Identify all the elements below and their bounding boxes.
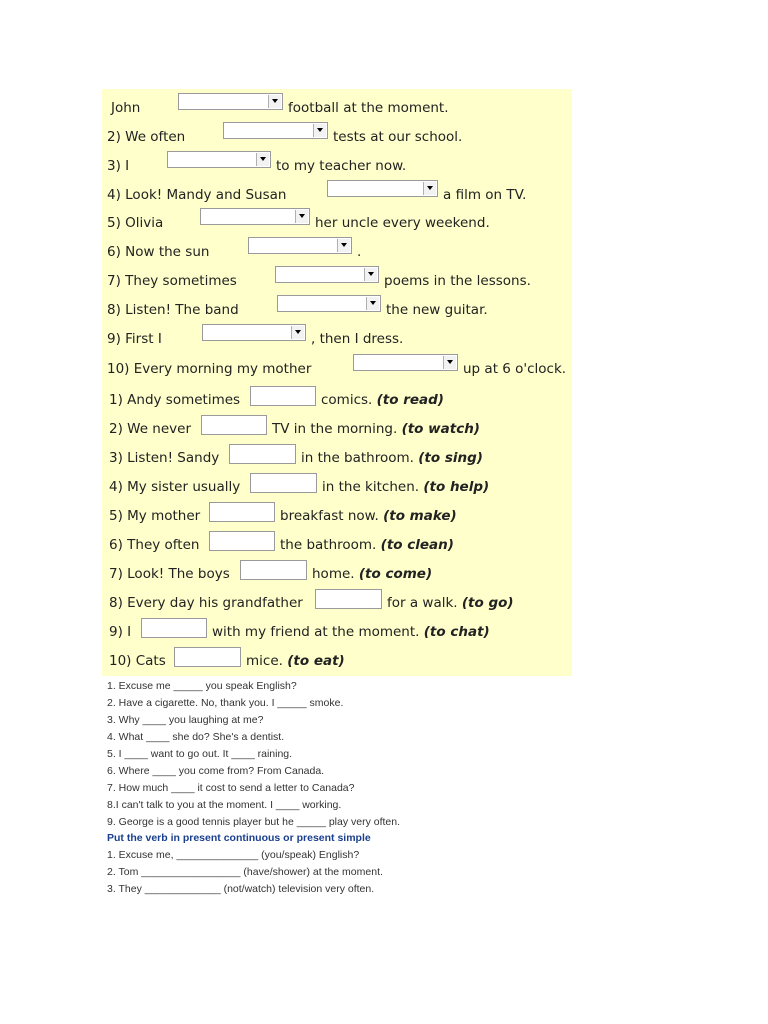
exercise1-sentence-end: poems in the lessons.: [384, 273, 531, 289]
chevron-down-icon: [423, 182, 436, 195]
verb-hint: (to chat): [423, 624, 490, 640]
exercise1-prompt: 6) Now the sun: [107, 244, 210, 260]
exercise1-dropdown[interactable]: [202, 324, 306, 341]
exercise3-sentence: 5. I ____ want to go out. It ____ raining.: [107, 748, 293, 760]
verb-hint: (to help): [423, 479, 490, 495]
exercise4-sentence: 3. They _____________ (not/watch) television very often.: [107, 883, 375, 895]
exercise2-prompt: 5) My mother: [109, 508, 201, 524]
exercise2-sentence-end: in the bathroom. (to sing): [301, 450, 483, 466]
exercise1-prompt: 2) We often: [107, 129, 186, 145]
exercise2-answer-input[interactable]: [174, 647, 241, 667]
verb-hint: (to read): [376, 392, 444, 408]
exercise1-prompt: 8) Listen! The band: [107, 302, 239, 318]
exercise2-prompt: 4) My sister usually: [109, 479, 241, 495]
exercise3-sentence: 7. How much ____ it cost to send a letter to Canada?: [107, 782, 355, 794]
exercise1-dropdown[interactable]: [327, 180, 438, 197]
chevron-down-icon: [295, 210, 308, 223]
exercise1-prompt: 3) I: [107, 158, 130, 174]
exercise4-heading: Put the verb in present continuous or present simple: [107, 832, 371, 844]
exercise1-dropdown[interactable]: [178, 93, 283, 110]
chevron-down-icon: [366, 297, 379, 310]
verb-hint: (to come): [358, 566, 433, 582]
exercise2-sentence-end: breakfast now. (to make): [280, 508, 457, 524]
exercise2-answer-input[interactable]: [315, 589, 382, 609]
exercise2-prompt: 2) We never: [109, 421, 192, 437]
exercise1-prompt: 7) They sometimes: [107, 273, 237, 289]
verb-hint: (to eat): [287, 653, 345, 669]
exercise3-sentence: 8.I can't talk to you at the moment. I ____ working.: [107, 799, 342, 811]
chevron-down-icon: [313, 124, 326, 137]
exercise1-sentence-end: football at the moment.: [288, 100, 449, 116]
verb-hint: (to sing): [418, 450, 483, 466]
exercise2-sentence-end: comics. (to read): [321, 392, 444, 408]
exercise1-prompt: 4) Look! Mandy and Susan: [107, 187, 287, 203]
exercise2-answer-input[interactable]: [229, 444, 296, 464]
exercise2-sentence-end: home. (to come): [312, 566, 433, 582]
chevron-down-icon: [291, 326, 304, 339]
exercise1-sentence-end: a film on TV.: [443, 187, 527, 203]
exercise1-dropdown[interactable]: [275, 266, 379, 283]
exercise3-sentence: 1. Excuse me _____ you speak English?: [107, 680, 297, 692]
chevron-down-icon: [256, 153, 269, 166]
exercise1-prompt: John: [111, 100, 141, 116]
verb-hint: (to clean): [380, 537, 454, 553]
exercise-panel: [102, 89, 572, 676]
exercise2-prompt: 1) Andy sometimes: [109, 392, 241, 408]
exercise2-prompt: 8) Every day his grandfather: [109, 595, 303, 611]
verb-hint: (to go): [461, 595, 514, 611]
exercise1-dropdown[interactable]: [200, 208, 310, 225]
exercise1-dropdown[interactable]: [248, 237, 352, 254]
exercise3-sentence: 6. Where ____ you come from? From Canada.: [107, 765, 325, 777]
exercise4-sentence: 2. Tom _________________ (have/shower) at the moment.: [107, 866, 383, 878]
exercise2-answer-input[interactable]: [209, 502, 275, 522]
chevron-down-icon: [364, 268, 377, 281]
exercise3-sentence: 9. George is a good tennis player but he _____ play very often.: [107, 816, 401, 828]
exercise2-answer-input[interactable]: [250, 386, 316, 406]
exercise1-sentence-end: up at 6 o'clock.: [463, 361, 567, 377]
exercise1-prompt: 10) Every morning my mother: [107, 361, 312, 377]
exercise1-dropdown[interactable]: [223, 122, 328, 139]
exercise3-sentence: 4. What ____ she do? She's a dentist.: [107, 731, 285, 743]
exercise2-prompt: 6) They often: [109, 537, 200, 553]
exercise2-answer-input[interactable]: [201, 415, 267, 435]
exercise1-prompt: 5) Olivia: [107, 215, 164, 231]
exercise2-answer-input[interactable]: [240, 560, 307, 580]
exercise1-prompt: 9) First I: [107, 331, 162, 347]
exercise2-prompt: 10) Cats: [109, 653, 166, 669]
exercise1-sentence-end: .: [357, 244, 362, 260]
exercise1-dropdown[interactable]: [167, 151, 271, 168]
exercise1-sentence-end: the new guitar.: [386, 302, 488, 318]
exercise2-prompt: 7) Look! The boys: [109, 566, 230, 582]
chevron-down-icon: [443, 356, 456, 369]
exercise2-sentence-end: mice. (to eat): [246, 653, 345, 669]
exercise2-sentence-end: for a walk. (to go): [387, 595, 514, 611]
exercise1-sentence-end: her uncle every weekend.: [315, 215, 490, 231]
exercise3-sentence: 2. Have a cigarette. No, thank you. I _____ smoke.: [107, 697, 344, 709]
exercise2-prompt: 9) I: [109, 624, 132, 640]
exercise4-sentence: 1. Excuse me, ______________ (you/speak) English?: [107, 849, 360, 861]
exercise3-sentence: 3. Why ____ you laughing at me?: [107, 714, 264, 726]
verb-hint: (to watch): [401, 421, 480, 437]
exercise1-dropdown[interactable]: [277, 295, 381, 312]
exercise2-answer-input[interactable]: [250, 473, 317, 493]
exercise2-sentence-end: TV in the morning. (to watch): [272, 421, 480, 437]
chevron-down-icon: [337, 239, 350, 252]
exercise1-sentence-end: to my teacher now.: [276, 158, 407, 174]
exercise2-answer-input[interactable]: [141, 618, 207, 638]
exercise2-sentence-end: the bathroom. (to clean): [280, 537, 454, 553]
chevron-down-icon: [268, 95, 281, 108]
exercise1-dropdown[interactable]: [353, 354, 458, 371]
exercise2-sentence-end: in the kitchen. (to help): [322, 479, 490, 495]
verb-hint: (to make): [383, 508, 457, 524]
exercise2-sentence-end: with my friend at the moment. (to chat): [212, 624, 490, 640]
exercise1-sentence-end: tests at our school.: [333, 129, 463, 145]
exercise1-sentence-end: , then I dress.: [311, 331, 404, 347]
exercise2-answer-input[interactable]: [209, 531, 275, 551]
exercise2-prompt: 3) Listen! Sandy: [109, 450, 220, 466]
